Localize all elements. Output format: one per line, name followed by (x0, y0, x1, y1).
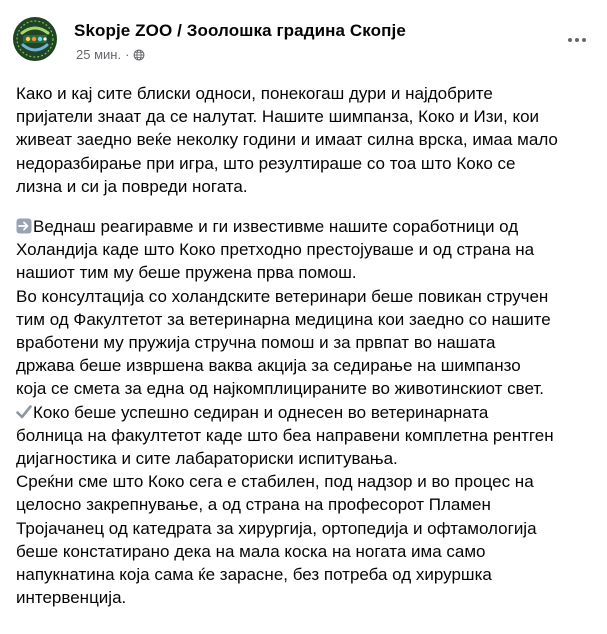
post-line-with-check (16, 401, 606, 424)
right-arrow-emoji-icon (16, 218, 32, 234)
post-time-link[interactable]: 25 мин. (76, 47, 122, 62)
post-line: недоразбирање при игра, што резултираше со тоа што Коко се (16, 153, 516, 173)
zoo-logo-avatar[interactable] (13, 17, 57, 61)
post-line: интервенција. (16, 588, 127, 608)
post-line: држава беше извршена ваква акција за седирање на шимпанзо (16, 356, 521, 376)
post-line: болница на факултетот каде што беа направени комплетна рентген (16, 425, 554, 445)
post-line: Коко беше успешно седиран и однесен во ветеринарната (33, 402, 489, 422)
post-line: Среќни сме што Коко сега е стабилен, под надзор и во процес на (16, 472, 534, 492)
post-line: вработени му пружија стручна помош и за првпат во нашата (16, 333, 496, 353)
post-line: пријатели знаат да се налутат. Нашите шимпанза, Коко и Изи, кои (16, 107, 540, 127)
post-line: која се смета за една од најкомплицираните во животинскиот свет. (16, 379, 544, 399)
paragraph-gap (16, 198, 606, 215)
post-meta (76, 47, 145, 62)
post-line: Холандија каде што Коко претходно престојуваше и од страна на (16, 240, 535, 260)
zoo-logo-icon (13, 17, 57, 61)
post-line: лизна и си ја повреди ногата. (16, 176, 248, 196)
post-line: Веднаш реагиравме и ги известивме нашите соработници од (33, 217, 519, 237)
post-header (10, 12, 597, 66)
post-line: Тројачанец од катедрата за хирургија, ортопедија и офтамологија (16, 518, 537, 538)
more-dots-icon (567, 37, 587, 43)
check-mark-emoji-icon (16, 404, 32, 420)
more-options-button[interactable] (563, 30, 591, 50)
post-line: Како и кај сите блиски односи, понекогаш дури и најдобрите (16, 84, 493, 103)
globe-icon[interactable] (133, 49, 145, 61)
post-text (16, 82, 606, 609)
post-line: тим од Факултетот за ветеринарна медицина кои заедно со нашите (16, 309, 551, 329)
post-line: напукнатина која сама ќе зарасне, без потреба од хируршка (16, 565, 492, 585)
post-line: дијагностика и сите лабараториски испитувања. (16, 449, 398, 469)
post-line: целосно закрепнување, а од страна на професорот Пламен (16, 495, 491, 515)
post-line: беше констатирано дека на мала коска на ногата има само (16, 541, 486, 561)
page-name-link[interactable]: Skopje ZOO / Зоолошка градина Скопје (74, 21, 406, 40)
post-line: нашиот тим му беше пружена прва помош. (16, 263, 357, 283)
post-line: живеат заедно веќе неколку години и имаат силна врска, имаа мало (16, 130, 558, 150)
post-line: Во консултација со холандските ветеринари беше повикан стручен (16, 286, 549, 306)
post-line-with-arrow (16, 215, 606, 238)
meta-separator: · (125, 47, 130, 62)
